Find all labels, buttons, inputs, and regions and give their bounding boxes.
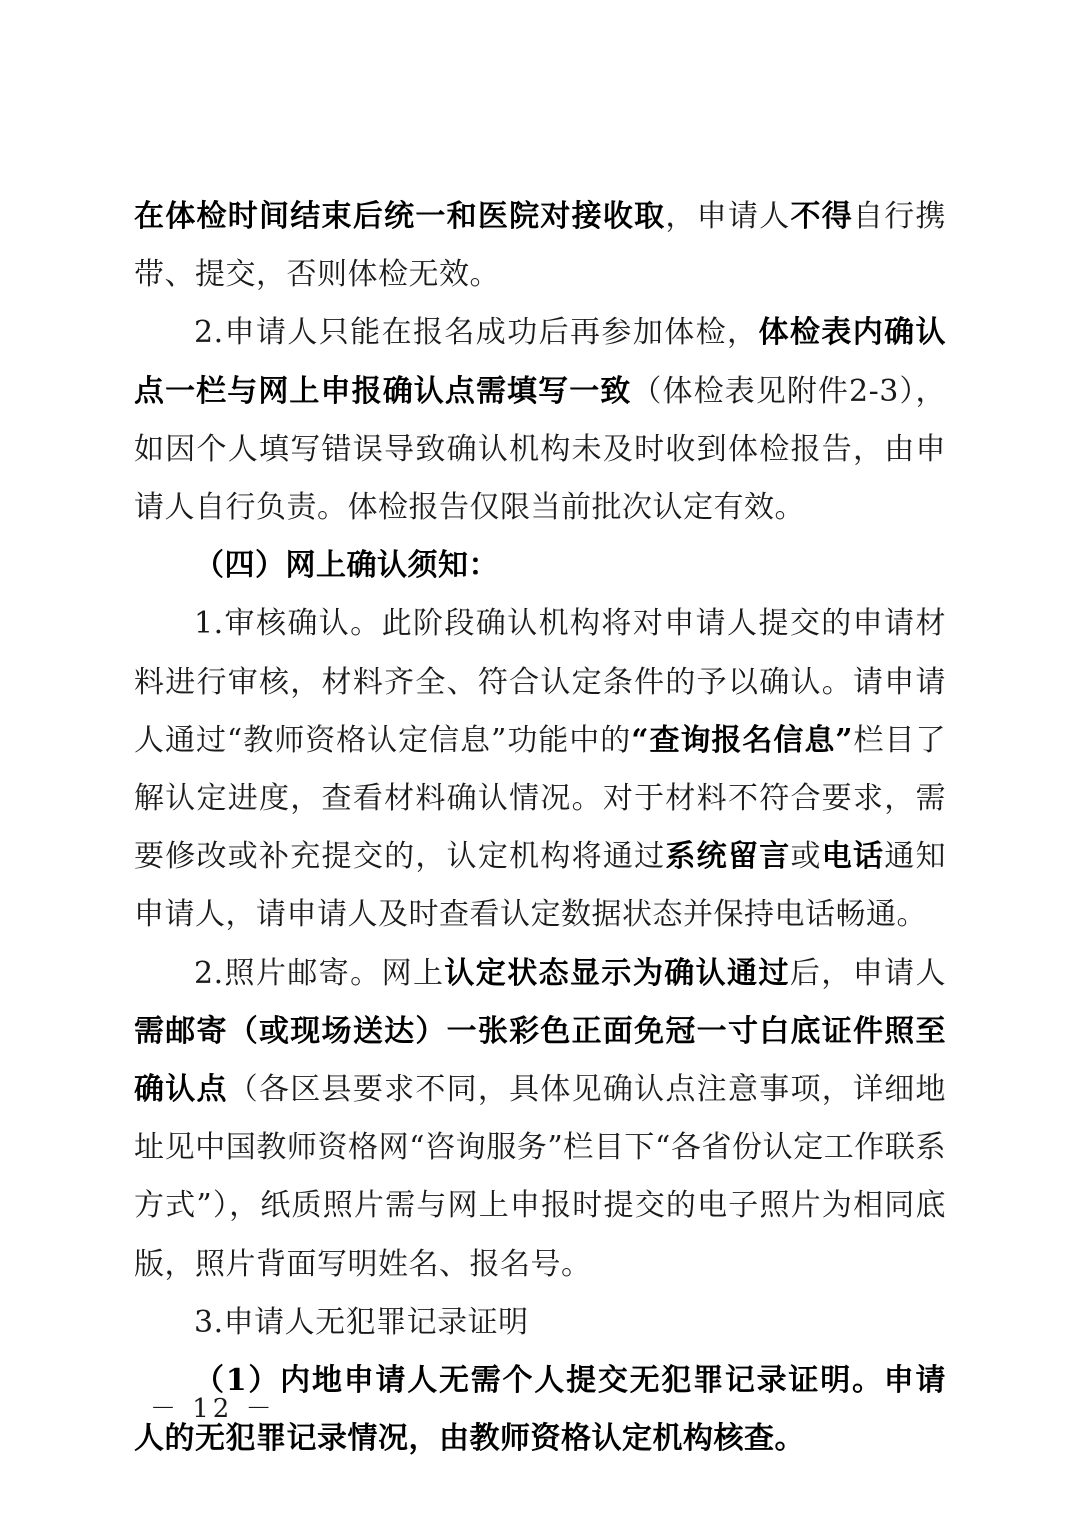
text-segment: 1.审核确认。此阶段确认机构将对申请人提交的申请材料进行审核，材料齐全、符合认定条件的予以确认。请申请人通过“教师资格认定信息”功能中的 [134,606,946,758]
text-segment: 体检表内确认点一栏与网上申报确认点需填写一致 [134,315,947,409]
text-segment: 电话 [821,839,885,875]
text-segment: ，申请人 [665,199,791,234]
text-segment: 认定状态显示为确认通过 [444,955,790,991]
text-segment: 或 [790,839,822,875]
text-segment: 系统留言 [665,839,791,875]
text-segment: 需邮寄（或现场送达）一张彩色正面免冠一寸白底证件照至确认点 [134,1013,946,1108]
document-body [134,188,946,1468]
text-segment: 2.申请人只能在报名成功后再参加体检， [194,315,759,351]
paragraph-photo [134,945,946,1294]
text-segment: 在体检时间结束后统一和医院对接收取 [134,199,666,234]
text-segment: 后，申请人 [789,955,947,991]
text-segment: “查询报名信息” [631,722,854,758]
text-segment: 栏目了解认定进度，查看材料确认情况。对于材料不符合要求，需要修改或补充提交的，认定机构将通过 [134,722,947,875]
paragraph-1 [134,188,946,304]
text-segment: 通知申请人，请申请人及时查看认定数据状态并保持电话畅通。 [134,839,947,933]
text-segment: （体检表见附件2-3），如因个人填写错误导致确认机构未及时收到体检报告，由申请人自行负责。体检报告仅限当前批次认定有效。 [134,373,947,526]
paragraph-review [134,595,946,944]
text-segment: 3.申请人无犯罪记录证明 [194,1304,529,1340]
text-segment: 不得 [790,199,853,234]
text-segment: （各区县要求不同，具体见确认点注意事项，详细地址见中国教师资格网“咨询服务”栏目下“各省份认定工作联系方式”），纸质照片需与网上申报时提交的电子照片为相同底版，照片背面写明姓名、报名号。 [134,1072,947,1282]
text-segment: 2.照片邮寄。网上 [194,955,445,991]
page-number: － 12 － [150,1394,276,1424]
text-segment: 自行携带、提交，否则体检无效。 [134,199,947,293]
section-heading [134,537,946,595]
text-segment: （四）网上确认须知： [194,548,499,584]
text-segment: （1）内地申请人无需个人提交无犯罪记录证明。申请人的无犯罪记录情况，由教师资格认定机构核查。 [134,1363,946,1457]
paragraph-2 [134,304,946,537]
paragraph-criminal-record [134,1294,946,1352]
